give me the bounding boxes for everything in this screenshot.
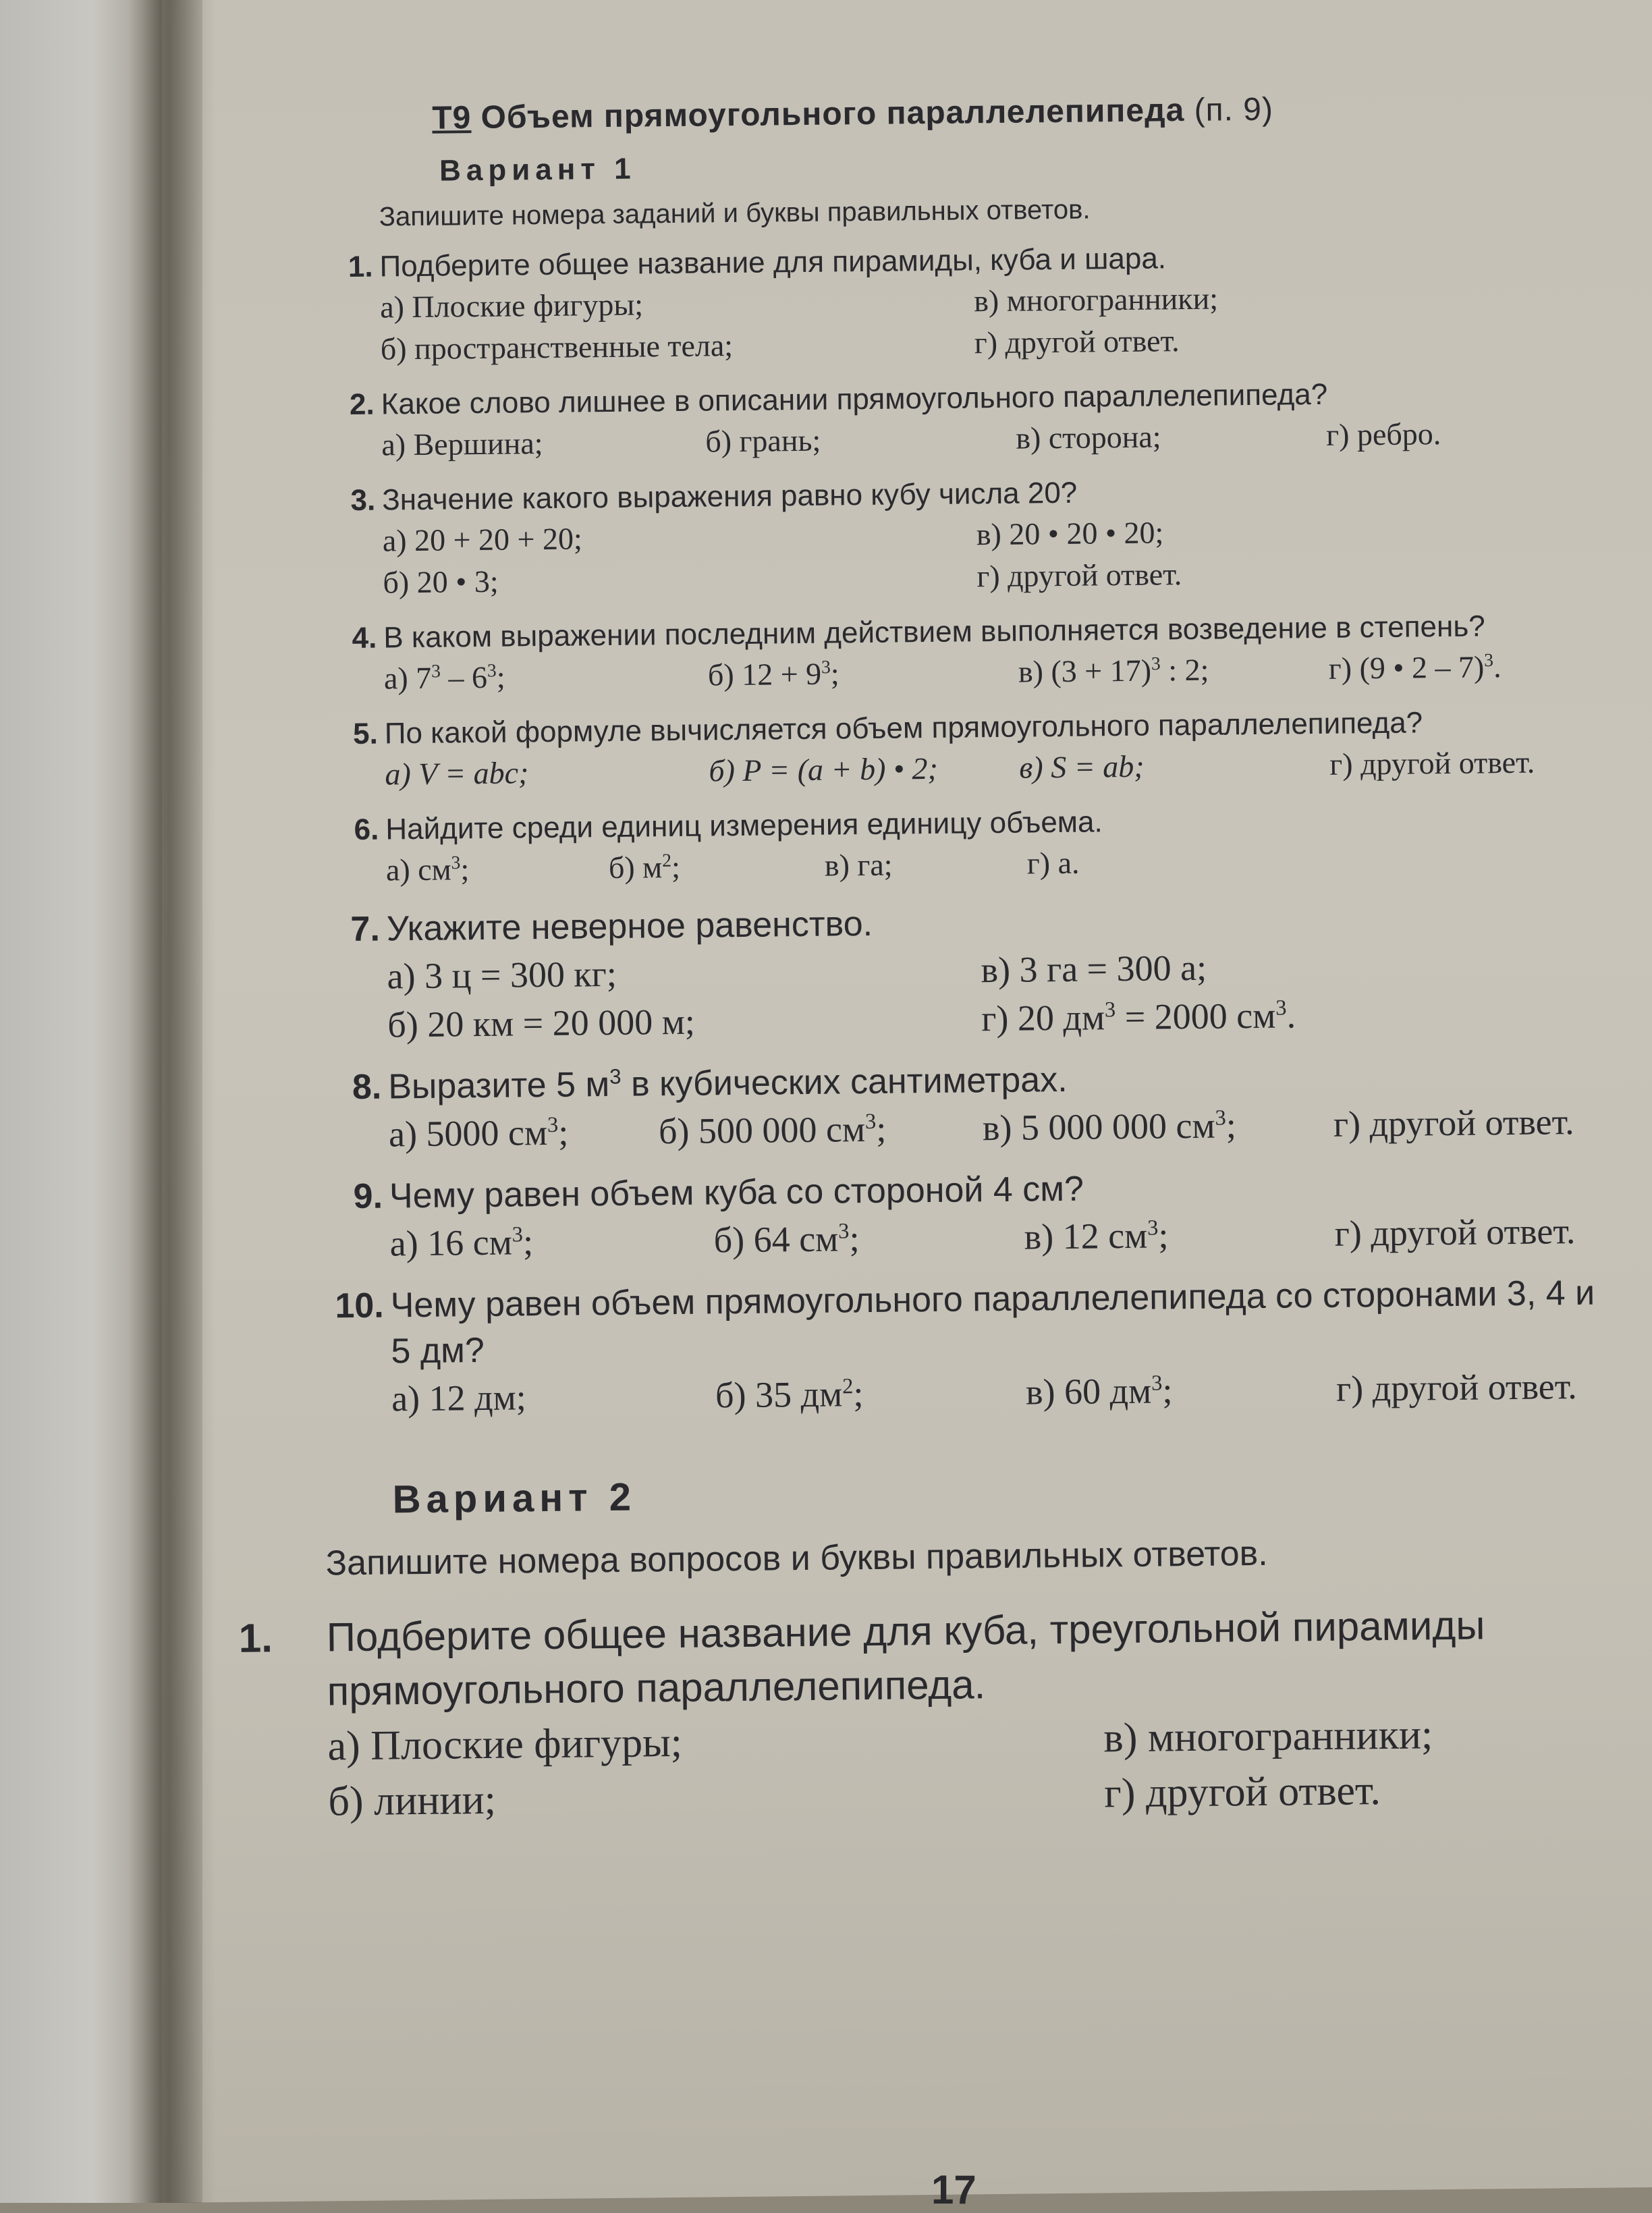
- option-g: г) другой ответ.: [1329, 744, 1535, 782]
- option-v: в) многогранники;: [973, 281, 1219, 319]
- option-b: б) $12 + 9^3$;: [707, 656, 839, 692]
- variant-2-question-1: [238, 1597, 1624, 1830]
- variant-1-instruction: Запишите номера заданий и буквы правильных ответов.: [379, 194, 1091, 232]
- question-number: 3.: [350, 483, 376, 517]
- option-a: а) $см^3$;: [385, 851, 470, 887]
- question-text: Подберите общее название для пирамиды, куба и шара.: [379, 242, 1167, 283]
- option-g: г) ребро.: [1325, 416, 1441, 452]
- question-4: [289, 605, 1612, 701]
- question-1: [285, 234, 1609, 371]
- variant-1-heading: Вариант 1: [439, 152, 636, 188]
- option-b: б) линии;: [328, 1776, 497, 1825]
- question-text: Какое слово лишнее в описании прямоугольного параллелепипеда?: [381, 377, 1328, 421]
- variant-2-instruction: Запишите номера вопросов и буквы правильных ответов.: [325, 1533, 1268, 1583]
- option-b: б) 20 • 3;: [383, 564, 499, 600]
- option-g: г) другой ответ.: [974, 323, 1180, 360]
- option-b: б) 64 $см^3$;: [713, 1218, 860, 1261]
- question-number: 5.: [352, 717, 379, 750]
- question-text: Выразите 5 $м^3$ в кубических сантиметрах.: [387, 1060, 1068, 1107]
- option-a: а) $7^3 - 6^3$;: [383, 659, 505, 696]
- option-g: г) другой ответ.: [1103, 1768, 1381, 1817]
- question-number: 1.: [238, 1615, 273, 1661]
- option-b: б) 500 000 $см^3$;: [658, 1108, 887, 1152]
- option-v: в) 3 га = 300 а;: [981, 947, 1207, 991]
- page-edge-shadow: [162, 0, 216, 2203]
- option-v: в) $(3 + 17)^3$ : 2;: [1018, 652, 1209, 689]
- test-code: Т9: [431, 100, 472, 136]
- question-8: [294, 1051, 1617, 1159]
- option-v: в) 20 • 20 • 20;: [976, 515, 1164, 552]
- option-a: а) 5000 $см^3$;: [388, 1112, 569, 1155]
- option-b: б) 20 км = 20 000 м;: [387, 1001, 696, 1045]
- title-text: Объем прямоугольного параллелепипеда: [480, 92, 1185, 136]
- question-10: [296, 1269, 1620, 1424]
- option-b: б) грань;: [705, 422, 821, 459]
- option-g: г) другой ответ.: [1334, 1211, 1576, 1254]
- option-v: в) га;: [824, 847, 893, 883]
- option-a: а) Вершина;: [381, 426, 543, 462]
- page-number: 17: [931, 2167, 976, 2212]
- question-number: 10.: [335, 1286, 384, 1326]
- option-a: а) 3 ц = 300 кг;: [387, 953, 617, 997]
- question-text: Чему равен объем прямоугольного параллелепипеда со сторонами 3, 4 и 5 дм?: [390, 1273, 1595, 1371]
- question-text: Укажите неверное равенство.: [386, 904, 873, 949]
- question-number: 7.: [350, 909, 381, 950]
- option-g: г) 20 $дм^3 = 2000$ $см^3$.: [981, 995, 1296, 1039]
- question-6: [291, 797, 1614, 892]
- option-v: в) 60 $дм^3$;: [1025, 1370, 1173, 1413]
- page-content: [238, 87, 1624, 1829]
- answer-options: [383, 507, 1612, 603]
- question-text: Значение какого выражения равно кубу числа 20?: [381, 476, 1078, 517]
- option-v: в) многогранники;: [1103, 1712, 1433, 1761]
- question-number: 9.: [353, 1176, 383, 1217]
- question-5: [290, 701, 1614, 796]
- option-a: а) 20 + 20 + 20;: [382, 521, 582, 558]
- question-text: В каком выражении последним действием выполняется возведение в степень?: [383, 609, 1485, 655]
- question-number: 6.: [354, 813, 379, 846]
- option-g: г) другой ответ.: [976, 557, 1182, 594]
- option-g: г) а.: [1026, 845, 1080, 881]
- option-v: в) S = ab;: [1019, 748, 1145, 785]
- option-b: б) 35 $дм^2$;: [715, 1373, 864, 1416]
- option-a: а) 16 $см^3$;: [389, 1222, 534, 1264]
- option-b: б) P = (a + b) • 2;: [709, 750, 939, 788]
- option-b: б) $м^2$;: [608, 849, 681, 885]
- question-text: По какой формуле вычисляется объем прямоугольного параллелепипеда?: [384, 706, 1423, 750]
- question-3: [287, 468, 1612, 605]
- option-v: в) сторона;: [1016, 419, 1161, 456]
- question-number: 4.: [352, 621, 377, 655]
- answer-options: [387, 939, 1616, 1049]
- option-g: г) (9 • 2 – 7)$^3$.: [1328, 649, 1502, 686]
- title-ref: (п. 9): [1194, 91, 1274, 128]
- variant-2-heading: Вариант 2: [392, 1475, 637, 1522]
- option-a: а) Плоские фигуры;: [327, 1719, 683, 1770]
- option-a: а) Плоские фигуры;: [379, 287, 644, 325]
- option-b: б) пространственные тела;: [380, 328, 734, 366]
- question-2: [286, 372, 1609, 467]
- answer-options: [380, 273, 1609, 370]
- question-7: [292, 893, 1616, 1050]
- question-number: 1.: [348, 250, 373, 284]
- answer-options: [327, 1705, 1624, 1829]
- question-number: 2.: [349, 387, 375, 421]
- question-text: Чему равен объем куба со стороной 4 см?: [389, 1169, 1084, 1216]
- question-text-line-1: Подберите общее название для куба, треугольной пирамиды: [326, 1602, 1485, 1660]
- larger-print-section: [292, 893, 1620, 1423]
- option-v: в) 12 $см^3$;: [1024, 1215, 1169, 1257]
- question-number: 8.: [352, 1067, 382, 1108]
- question-text: Найдите среди единиц измерения единицу объема.: [385, 805, 1103, 846]
- question-text-line-2: прямоугольного параллелепипеда.: [327, 1662, 986, 1714]
- option-v: в) 5 000 000 $см^3$;: [982, 1105, 1237, 1149]
- option-g: г) другой ответ.: [1336, 1366, 1578, 1409]
- option-a: а) 12 дм;: [391, 1377, 527, 1419]
- option-g: г) другой ответ.: [1333, 1101, 1574, 1145]
- option-a: а) V = abc;: [385, 755, 529, 792]
- question-9: [295, 1160, 1618, 1269]
